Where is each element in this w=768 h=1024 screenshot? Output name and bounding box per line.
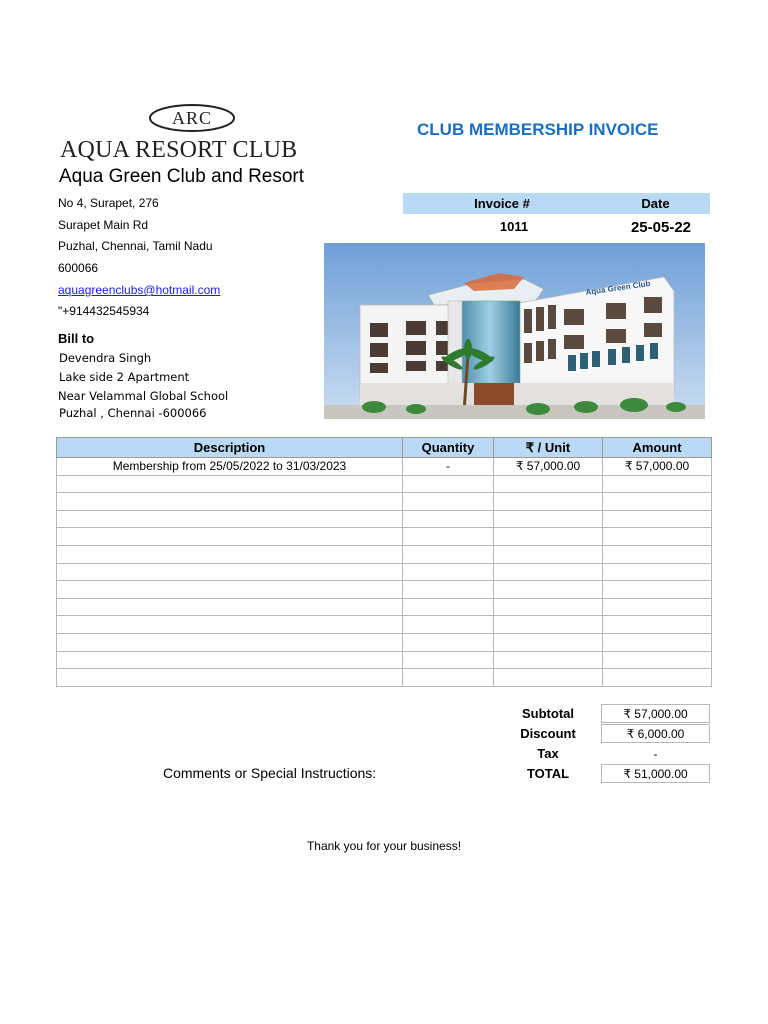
logo-name: AQUA RESORT CLUB: [60, 137, 298, 163]
item-unit-price: [494, 510, 603, 528]
item-description: [57, 545, 403, 563]
invoice-number: 1011: [499, 219, 529, 234]
item-unit-price: [494, 475, 603, 493]
item-quantity: [403, 581, 494, 599]
address-line-1: No 4, Surapet, 276: [58, 196, 159, 210]
item-description: [57, 616, 403, 634]
item-amount: [603, 669, 712, 687]
item-unit-price: [494, 616, 603, 634]
item-quantity: [403, 545, 494, 563]
invoice-date-label: Date: [641, 196, 670, 211]
items-header-row: [57, 438, 712, 458]
total-label: TOTAL: [526, 766, 570, 781]
table-row: [57, 510, 712, 528]
arc-logo-mark: [148, 102, 236, 134]
bill-to-line-3: Near Velammal Global School: [58, 389, 229, 403]
col-header-description: Description: [57, 438, 403, 458]
item-description: [57, 493, 403, 511]
table-row: [57, 651, 712, 669]
table-row: [57, 669, 712, 687]
table-row: [57, 475, 712, 493]
item-quantity: [403, 616, 494, 634]
item-description: [57, 528, 403, 546]
discount-value: ₹ 6,000.00: [601, 724, 710, 743]
item-amount: [603, 545, 712, 563]
item-quantity: -: [403, 458, 494, 476]
item-amount: [603, 581, 712, 599]
table-row: [57, 563, 712, 581]
building-sign-text: Aqua Green Club: [585, 278, 651, 297]
item-quantity: [403, 651, 494, 669]
address-line-3: Puzhal, Chennai, Tamil Nadu: [58, 239, 213, 253]
bill-to-line-4: Puzhal , Chennai -600066: [59, 406, 207, 420]
item-amount: [603, 563, 712, 581]
comments-label: Comments or Special Instructions:: [163, 765, 377, 781]
item-amount: [603, 475, 712, 493]
item-quantity: [403, 475, 494, 493]
item-quantity: [403, 669, 494, 687]
item-unit-price: [494, 669, 603, 687]
item-amount: [603, 616, 712, 634]
item-unit-price: [494, 493, 603, 511]
item-amount: [603, 510, 712, 528]
table-row: [57, 598, 712, 616]
items-body: [57, 458, 712, 687]
bill-to-name: Devendra Singh: [59, 351, 152, 365]
item-description: [57, 510, 403, 528]
item-unit-price: [494, 528, 603, 546]
subtotal-label: Subtotal: [522, 706, 574, 721]
item-description: Membership from 25/05/2022 to 31/03/2023: [57, 458, 403, 476]
address-line-4: 600066: [58, 261, 99, 275]
items-table: [56, 437, 712, 687]
bill-to-line-2: Lake side 2 Apartment: [59, 370, 190, 384]
item-unit-price: [494, 633, 603, 651]
item-amount: [603, 651, 712, 669]
item-quantity: [403, 633, 494, 651]
company-name: Aqua Green Club and Resort: [59, 166, 305, 187]
item-amount: ₹ 57,000.00: [603, 458, 712, 476]
item-quantity: [403, 493, 494, 511]
table-row: [57, 545, 712, 563]
col-header-quantity: Quantity: [403, 438, 494, 458]
tax-label: Tax: [537, 746, 559, 761]
logo-mark-text: ARC: [171, 108, 213, 128]
item-description: [57, 669, 403, 687]
invoice-number-label: Invoice #: [474, 196, 530, 211]
table-row: [57, 528, 712, 546]
total-value: ₹ 51,000.00: [601, 764, 710, 783]
col-header-unit-price: ₹ / Unit: [494, 438, 603, 458]
col-header-amount: Amount: [603, 438, 712, 458]
item-unit-price: [494, 598, 603, 616]
resort-building-photo: [324, 243, 705, 427]
company-phone: "+914432545934: [58, 304, 150, 318]
item-description: [57, 651, 403, 669]
address-line-2: Surapet Main Rd: [58, 218, 149, 232]
item-unit-price: [494, 563, 603, 581]
item-amount: [603, 598, 712, 616]
table-row: [57, 616, 712, 634]
item-quantity: [403, 528, 494, 546]
item-description: [57, 598, 403, 616]
subtotal-value: ₹ 57,000.00: [601, 704, 710, 723]
invoice-title: CLUB MEMBERSHIP INVOICE: [417, 120, 659, 139]
item-unit-price: [494, 545, 603, 563]
tax-value: -: [653, 747, 658, 761]
invoice-date: 25-05-22: [630, 219, 692, 236]
item-amount: [603, 633, 712, 651]
item-description: [57, 475, 403, 493]
item-quantity: [403, 563, 494, 581]
item-amount: [603, 528, 712, 546]
item-description: [57, 633, 403, 651]
item-unit-price: ₹ 57,000.00: [494, 458, 603, 476]
item-amount: [603, 493, 712, 511]
item-description: [57, 581, 403, 599]
item-quantity: [403, 510, 494, 528]
item-quantity: [403, 598, 494, 616]
item-unit-price: [494, 581, 603, 599]
bill-to-heading: Bill to: [58, 331, 95, 346]
table-row: [57, 493, 712, 511]
item-description: [57, 563, 403, 581]
discount-label: Discount: [520, 726, 576, 741]
thank-you-note: Thank you for your business!: [306, 839, 462, 853]
table-row: [57, 633, 712, 651]
table-row: [57, 458, 712, 476]
company-email-link[interactable]: aquagreenclubs@hotmail.com: [58, 283, 221, 297]
item-unit-price: [494, 651, 603, 669]
table-row: [57, 581, 712, 599]
